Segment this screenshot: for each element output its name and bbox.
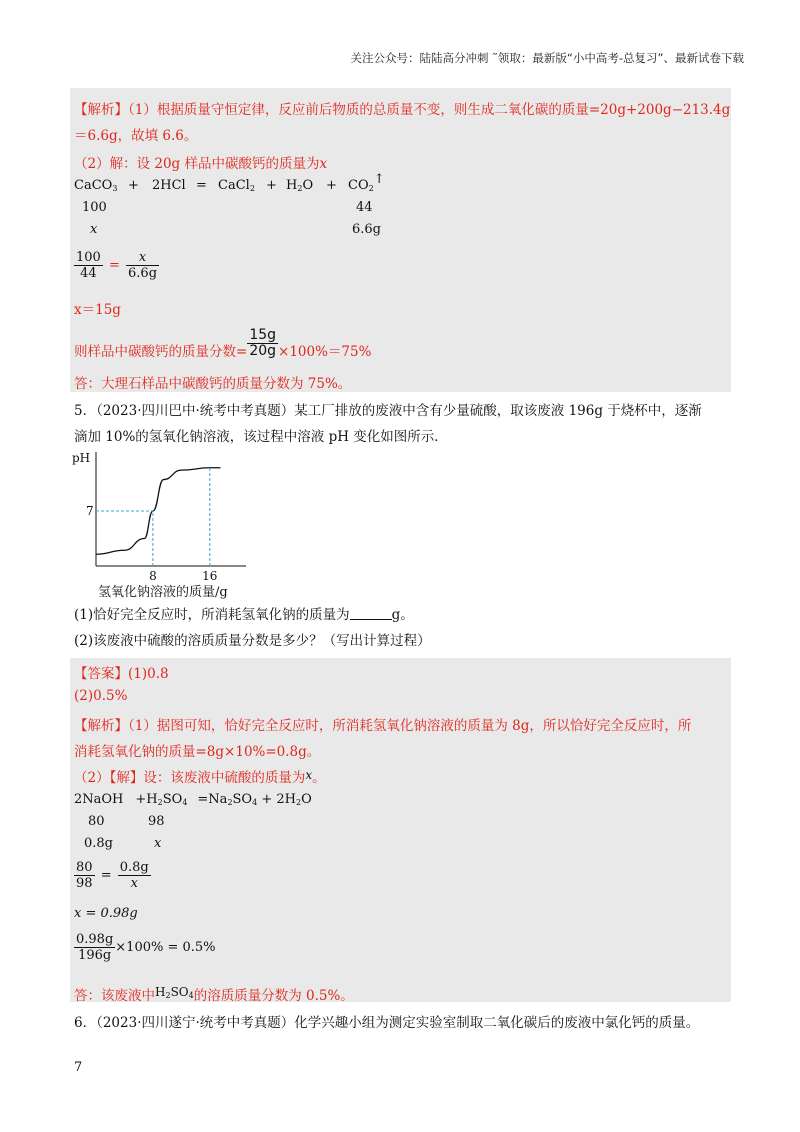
ph-curve: [96, 468, 220, 554]
proportion-1: $\frac{100}{44}$ = $\frac{x}{6.6g}$: [76, 250, 158, 281]
question-5-sub-2: (2)该废液中硫酸的溶质质量分数是多少？（写出计算过程）: [74, 633, 431, 649]
analysis-line-1: 【解析】（1）根据质量守恒定律，反应前后物质的总质量不变，则生成二氧化碳的质量=20g+200g−213.4g: [74, 102, 731, 118]
molar-mass-44: 44: [356, 200, 373, 215]
analysis-2-line-3: （2）【解】设：该废液中硫酸的质量为x。: [74, 768, 326, 786]
question-5-line-2: 滴加 10%的氢氧化钠溶液，该过程中溶液 pH 变化如图所示．: [74, 429, 448, 445]
y-tick-7: 7: [86, 504, 94, 518]
x-axis-label: 氢氧化钠溶液的质量/g: [98, 585, 228, 600]
molar-mass-80: 80: [88, 814, 105, 829]
mass-6-6g: 6.6g: [352, 222, 381, 237]
unknown-x: x: [90, 222, 98, 237]
analysis-2-line-1: 【解析】（1）据图可知，恰好完全反应时，所消耗氢氧化钠溶液的质量为 8g，所以恰好完全反应时，所: [74, 718, 692, 734]
y-axis-label: pH: [72, 451, 91, 465]
molar-mass-98: 98: [148, 814, 165, 829]
question-6-line-1: 6．（2023·四川遂宁·统考中考真题）化学兴趣小组为测定实验室制取二氧化碳后的废液中氯化钙的质量。: [74, 1015, 700, 1031]
x-tick-8: 8: [149, 569, 157, 583]
x-tick-16: 16: [202, 569, 218, 583]
analysis-line-2: ＝6.6g，故填 6.6。: [74, 128, 198, 144]
ph-chart: [70, 448, 270, 600]
page-header: 关注公众号：陆陆高分冲刺 ˜领取：最新版“小中高考-总复习”、最新试卷下载: [350, 51, 744, 65]
result-x-2: x = 0.98g: [74, 906, 138, 921]
percent-line: 则样品中碳酸钙的质量分数= $\frac{15g}{20g}$ ×100%＝75%: [74, 326, 372, 360]
result-x: x＝15g: [74, 302, 121, 318]
unknown-x-2: x: [154, 836, 162, 851]
analysis-2-line-2: 消耗氢氧化钠的质量=8g×10%=0.8g。: [74, 744, 321, 760]
question-5-line-1: 5．（2023·四川巴中·统考中考真题）某工厂排放的废液中含有少量硫酸，取该废液 196g 于烧杯中，逐渐: [74, 403, 702, 419]
percent-line-2: $\frac{0.98g}{196g}$ ×100% = 0.5%: [76, 932, 216, 963]
answer-2-line: (2)0.5%: [74, 688, 128, 704]
answer-label-line: 【答案】(1)0.8: [74, 666, 169, 682]
page-number: 7: [74, 1060, 83, 1075]
question-5-sub-1: (1)恰好完全反应时，所消耗氢氧化钠的质量为 g。: [74, 607, 414, 623]
analysis-line-3: （2）解：设 20g 样品中碳酸钙的质量为x: [74, 156, 328, 172]
mass-0-8g: 0.8g: [84, 836, 113, 851]
equation-row-2: 2NaOH $+H_2SO_4 =Na_2SO_4 + 2H_2O$: [74, 792, 312, 807]
answer-line-2: 答：该废液中$H_2SO_4$的溶质质量分数为 0.5%。: [74, 985, 354, 1004]
proportion-2: $\frac{80}{98}$ = $\frac{0.8g}{x}$: [76, 860, 149, 891]
answer-blank[interactable]: [350, 607, 392, 620]
molar-mass-100: 100: [82, 200, 107, 215]
answer-line-1: 答：大理石样品中碳酸钙的质量分数为 75%。: [74, 376, 352, 392]
